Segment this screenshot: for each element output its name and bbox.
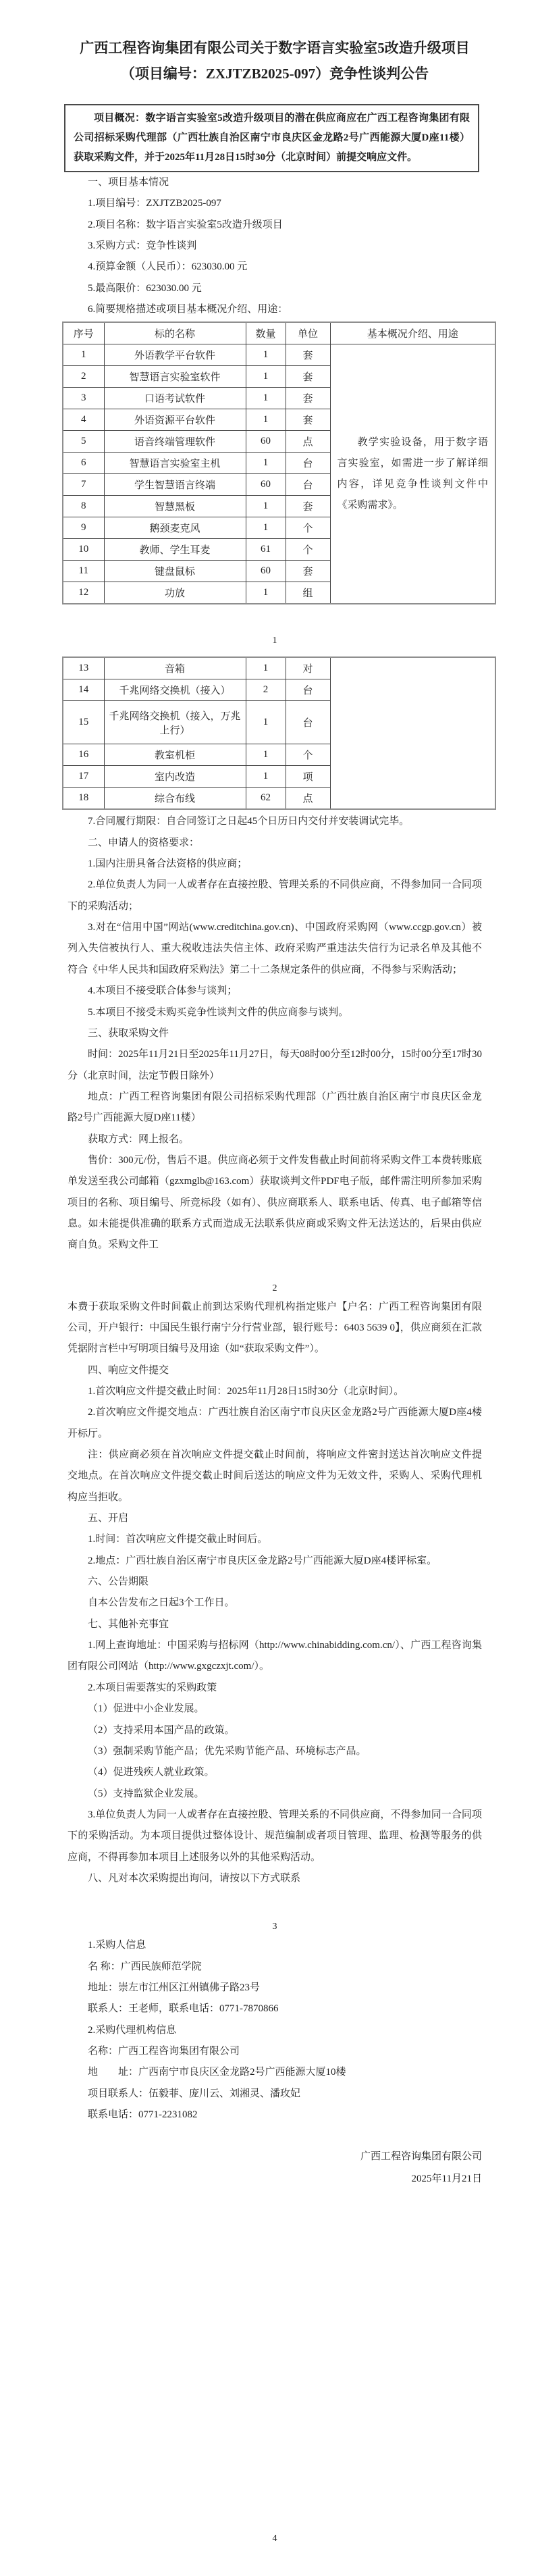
submit-deadline: 1.首次响应文件提交截止时间：2025年11月28日15时30分（北京时间）。 [88,1386,404,1397]
obtain-method: 获取方式：网上报名。 [88,1133,190,1145]
cell-seq: 13 [63,657,104,679]
cell-seq: 1 [63,344,104,366]
cell-qty: 1 [246,388,286,409]
cell-name: 语音终端管理软件 [104,431,246,453]
table-header-row [63,322,495,344]
procurement-method: 3.采购方式：竞争性谈判 [88,240,197,252]
cell-unit: 组 [286,582,330,604]
signature-block [68,2146,482,2190]
cell-qty: 61 [246,539,286,561]
cell-seq: 10 [63,539,104,561]
cell-qty: 1 [246,344,286,366]
cell-name: 智慧语言实验室软件 [104,366,246,388]
obtain-time: 时间：2025年11月21日至2025年11月27日，每天08时00分至12时00分，15时00分至17时30分（北京时间，法定节假日除外） [68,1049,482,1081]
cell-name: 教师、学生耳麦 [104,539,246,561]
cell-seq: 14 [63,679,104,701]
cell-qty: 1 [246,517,286,539]
table-row [63,657,495,679]
cell-unit: 台 [286,474,330,496]
cell-unit: 台 [286,679,330,701]
cell-name: 综合布线 [104,788,246,810]
buyer-info-heading: 1.采购人信息 [88,1940,146,1951]
agency-contacts: 项目联系人：伍毅菲、庞川云、刘湘灵、潘玫妃 [88,2088,301,2099]
submit-place: 2.首次响应文件提交地点：广西壮族自治区南宁市良庆区金龙路2号广西能源大厦D座4楼开标厅。 [68,1407,482,1439]
col-unit: 单位 [286,322,330,344]
cell-qty: 60 [246,431,286,453]
cell-unit: 套 [286,344,330,366]
cell-seq: 4 [63,409,104,431]
cell-qty: 62 [246,788,286,810]
cell-unit: 台 [286,701,330,744]
cell-seq: 16 [63,744,104,766]
cell-seq: 5 [63,431,104,453]
cell-seq: 15 [63,701,104,744]
page-number-3: 3 [272,1922,277,1932]
cell-unit: 对 [286,657,330,679]
cell-seq: 11 [63,561,104,582]
cell-unit: 台 [286,453,330,474]
section7-heading: 七、其他补充事宜 [88,1618,169,1630]
policy-4: （4）促进残疾人就业政策。 [88,1767,215,1778]
qualification-2: 2.单位负责人为同一人或者存在直接控股、管理关系的不同供应商，不得参加同一合同项下的采购活动； [68,879,482,912]
page-number-2: 2 [272,1283,277,1293]
policy-heading: 2.本项目需要落实的采购政策 [88,1682,217,1693]
items-table-page1 [62,321,496,604]
cell-qty: 1 [246,657,286,679]
cell-seq: 9 [63,517,104,539]
qualification-4: 4.本项目不接受联合体参与谈判； [88,985,238,997]
col-seq: 序号 [63,322,104,344]
buyer-name: 名 称：广西民族师范学院 [88,1961,202,1972]
col-desc: 基本概况介绍、用途 [330,322,495,344]
project-name: 2.项目名称：数字语言实验室5改造升级项目 [88,219,283,230]
policy-1: （1）促进中小企业发展。 [88,1703,205,1715]
section5-heading: 五、开启 [88,1513,129,1524]
policy-2: （2）支持采用本国产品的政策。 [88,1724,235,1736]
section2-heading: 二、申请人的资格要求： [88,837,200,848]
table-note-cell: 教学实验设备，用于数字语言实验室，如需进一步了解详细内容，详见竞争性谈判文件中《采购需求》。 [330,344,495,604]
cell-unit: 套 [286,366,330,388]
doc-title [68,35,482,86]
open-place: 2.地点：广西壮族自治区南宁市良庆区金龙路2号广西能源大厦D座4楼评标室。 [88,1555,437,1566]
cell-name: 智慧语言实验室主机 [104,453,246,474]
announce-period: 自本公告发布之日起3个工作日。 [88,1597,235,1609]
cell-name: 口语考试软件 [104,388,246,409]
supplement-3: 3.单位负责人为同一人或者存在直接控股、管理关系的不同供应商，不得参加同一合同项下的采购活动。为本项目提供过整体设计、规范编制或者项目管理、监理、检测等服务的供应商，不得再参加本项目上述服务以外的其他采购活动。 [68,1809,482,1863]
cell-unit: 套 [286,561,330,582]
buyer-address: 地址：崇左市江州区江州镇佛子路23号 [88,1982,261,1993]
cell-qty: 1 [246,766,286,788]
online-query-address: 1.网上查询地址：中国采购与招标网（http://www.chinabidding.com.cn/）、广西工程咨询集团有限公司网站（http://www.gxgczxjt.com/）。 [68,1640,482,1672]
submit-note: 注：供应商必须在首次响应文件提交截止时间前，将响应文件密封送达首次响应文件提交地点。在首次响应文件提交截止时间后送达的响应文件为无效文件，采购人、采购代理机构应当拒收。 [68,1449,482,1503]
agency-name: 名称：广西工程咨询集团有限公司 [88,2045,240,2057]
cell-unit: 点 [286,788,330,810]
document-page [0,35,540,2547]
cell-name: 教室机柜 [104,744,246,766]
policy-5: （5）支持监狱企业发展。 [88,1788,205,1799]
cell-name: 键盘鼠标 [104,561,246,582]
cell-name: 外语教学平台软件 [104,344,246,366]
policy-3: （3）强制采购节能产品；优先采购节能产品、环境标志产品。 [88,1745,367,1757]
cell-unit: 个 [286,517,330,539]
cell-qty: 1 [246,582,286,604]
cell-unit: 套 [286,388,330,409]
cell-qty: 1 [246,453,286,474]
qualification-1: 1.国内注册具备合法资格的供应商； [88,858,248,870]
signature-date: 2025年11月21日 [411,2173,482,2185]
cell-name: 功放 [104,582,246,604]
cell-qty: 1 [246,701,286,744]
doc-title-line1: 广西工程咨询集团有限公司关于数字语言实验室5改造升级项目 [80,40,470,56]
cell-name: 外语资源平台软件 [104,409,246,431]
cell-unit: 个 [286,744,330,766]
table-row [63,344,495,366]
agency-info-heading: 2.采购代理机构信息 [88,2024,177,2036]
budget-amount: 4.预算金额（人民币）：623030.00 元 [88,261,248,273]
cell-qty: 1 [246,496,286,517]
open-time: 1.时间：首次响应文件提交截止时间后。 [88,1534,268,1545]
items-table-page2 [62,656,496,810]
cell-qty: 1 [246,744,286,766]
cell-name: 音箱 [104,657,246,679]
cell-qty: 2 [246,679,286,701]
cell-seq: 18 [63,788,104,810]
doc-price-part1: 售价：300元/份，售后不退。供应商必须于文件发售截止时间前将采购文件工本费转账底单发送至我公司邮箱（gzxmglb@163.com）获取谈判文件PDF电子版，邮件需注明所参加采购项目的名称、项目编号、所竞标段（如有）、供应商联系人、联系电话、传真、电子邮箱等信息。如未能提供准确的联系方式而造成无法联系供应商或采购文件无法送达的，后果由供应商自负。采购文件工 [68,1154,482,1251]
project-overview-text: 项目概况：数字语言实验室5改造升级项目的潜在供应商应在广西工程咨询集团有限公司招标采购代理部（广西壮族自治区南宁市良庆区金龙路2号广西能源大厦D座11楼）获取采购文件，并于2025年11月28日15时30分（北京时间）前提交响应文件。 [74,113,470,163]
buyer-contact: 联系人：王老师，联系电话：0771-7870866 [88,2003,279,2015]
spec-intro: 6.简要规格描述或项目基本概况介绍、用途： [88,304,288,315]
qualification-3: 3.对在“信用中国”网站(www.creditchina.gov.cn)、中国政府采购网（www.ccgp.gov.cn）被列入失信被执行人、重大税收违法失信主体、政府采购严重违法失信行为记录名单及其他不符合《中华人民共和国政府采购法》第二十二条规定条件的供应商，不得参与采购活动； [68,922,482,975]
section4-heading: 四、响应文件提交 [88,1364,169,1376]
price-cap: 5.最高限价：623030.00 元 [88,282,202,294]
cell-name: 室内改造 [104,766,246,788]
table-note-cell-empty [330,657,495,809]
cell-seq: 7 [63,474,104,496]
page-number-1: 1 [272,636,277,646]
cell-name: 智慧黑板 [104,496,246,517]
cell-seq: 2 [63,366,104,388]
cell-seq: 8 [63,496,104,517]
section6-heading: 六、公告期限 [88,1576,149,1588]
agency-address: 地 址：广西南宁市良庆区金龙路2号广西能源大厦10楼 [88,2067,346,2078]
cell-name: 鹅颈麦克风 [104,517,246,539]
doc-title-line2: （项目编号：ZXJTZB2025-097）竞争性谈判公告 [120,66,429,82]
cell-seq: 17 [63,766,104,788]
col-qty: 数量 [246,322,286,344]
cell-unit: 项 [286,766,330,788]
cell-name: 千兆网络交换机（接入，万兆上行） [104,701,246,744]
signature-org: 广西工程咨询集团有限公司 [360,2151,482,2163]
col-name: 标的名称 [104,322,246,344]
cell-qty: 1 [246,409,286,431]
page-number-4: 4 [272,2533,277,2544]
cell-qty: 1 [246,366,286,388]
qualification-5: 5.本项目不接受未购买竞争性谈判文件的供应商参与谈判。 [88,1006,349,1018]
cell-seq: 6 [63,453,104,474]
cell-unit: 个 [286,539,330,561]
cell-unit: 套 [286,409,330,431]
section8-heading: 八、凡对本次采购提出询问，请按以下方式联系 [88,1872,301,1884]
cell-unit: 套 [286,496,330,517]
agency-phone: 联系电话：0771-2231082 [88,2109,198,2120]
cell-qty: 60 [246,474,286,496]
cell-unit: 点 [286,431,330,453]
doc-price-part2: 本费于获取采购文件时间截止前到达采购代理机构指定账户【户名：广西工程咨询集团有限公司，开户银行：中国民生银行南宁分行营业部，银行账号：6403 5639 0】，供应商须在汇款凭据附言栏中写明项目编号及用途（如“获取采购文件”）。 [68,1301,482,1355]
cell-seq: 3 [63,388,104,409]
section1-heading: 一、项目基本情况 [88,177,169,188]
project-code: 1.项目编号：ZXJTZB2025-097 [88,198,221,209]
cell-name: 千兆网络交换机（接入） [104,679,246,701]
project-overview-box [64,104,479,172]
cell-qty: 60 [246,561,286,582]
section3-heading: 三、获取采购文件 [88,1027,169,1039]
obtain-place: 地点：广西工程咨询集团有限公司招标采购代理部（广西壮族自治区南宁市良庆区金龙路2号广西能源大厦D座11楼） [68,1091,482,1124]
cell-seq: 12 [63,582,104,604]
contract-term: 7.合同履行期限：自合同签订之日起45个日历日内交付并安装调试完毕。 [88,816,410,827]
cell-name: 学生智慧语言终端 [104,474,246,496]
